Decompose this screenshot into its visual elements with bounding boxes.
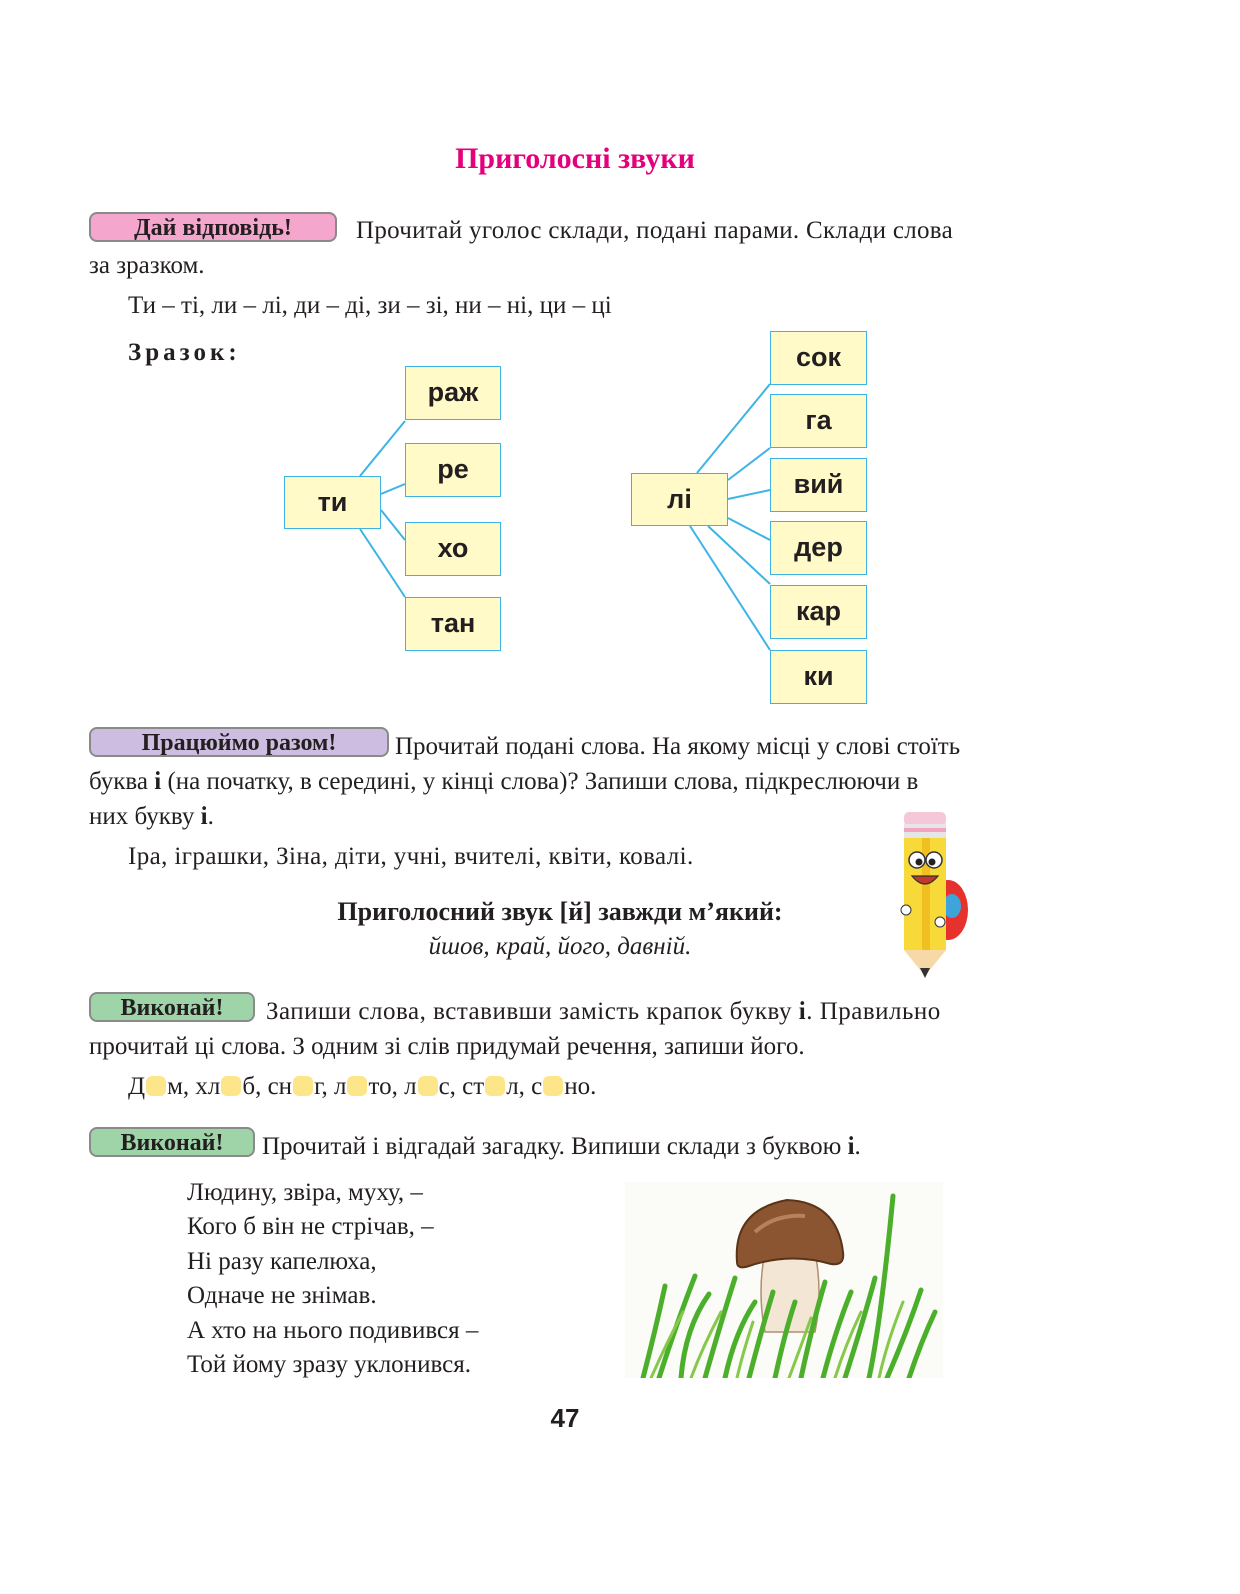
riddle-line: Одначе не знімав. [187, 1282, 377, 1309]
task2-text-line1: Прочитай подані слова. На якому місці у слові стоїть [395, 733, 961, 760]
mushroom-in-grass-icon [625, 1182, 943, 1378]
rule-examples: йшов, край, його, давній. [428, 933, 692, 960]
badge-answer: Дай відповідь! [89, 212, 337, 242]
syllable-box: раж [405, 366, 501, 420]
syllable-box: ки [770, 650, 867, 704]
letter-i: і [200, 803, 208, 830]
syllable-box: тан [405, 597, 501, 651]
badge-do-it: Виконай! [89, 1127, 255, 1157]
connector-ti-kho [381, 510, 405, 540]
task3-text-line2: прочитай ці слова. З одним зі слів придумай речення, запиши його. [89, 1033, 805, 1060]
letter-i: і [847, 1133, 855, 1160]
blank-gap [418, 1076, 438, 1096]
blank-gap [293, 1076, 313, 1096]
letter-i: і [154, 768, 162, 795]
task2-words: Іра, іграшки, Зіна, діти, учні, вчителі, квіти, ковалі. [128, 843, 694, 870]
page-title: Приголосні звуки [455, 142, 695, 175]
syllable-box: кар [770, 585, 867, 639]
riddle-line: Людину, звіра, муху, – [187, 1179, 423, 1206]
syllable-box: га [770, 394, 867, 448]
badge-do-it: Виконай! [89, 992, 255, 1022]
syllable-box: хо [405, 522, 501, 576]
root-box-li: лі [631, 473, 728, 526]
blank-gap [221, 1076, 241, 1096]
riddle-line: Ні разу капелюха, [187, 1248, 377, 1275]
task1-text-line1: Прочитай уголос склади, подані парами. Склади слова [356, 217, 953, 244]
riddle-line: Кого б він не стрічав, – [187, 1213, 434, 1240]
pencil-mascot-icon [892, 810, 972, 982]
task4-text: Прочитай і відгадай загадку. Випиши склади з буквою і. [262, 1133, 861, 1160]
connector-ti-re [381, 484, 405, 494]
connector-li-vyi [728, 490, 770, 499]
page-number: 47 [550, 1403, 580, 1433]
task2-text-line2: буква і (на початку, в середині, у кінці слова)? Запиши слова, підкреслюючи в [89, 768, 919, 795]
syllable-box: ре [405, 443, 501, 497]
task3-fill-words: Д м, хл б, сн г, л то, л с, ст л, с но. [128, 1073, 597, 1100]
sample-label: Зразок: [128, 339, 241, 366]
blank-gap [485, 1076, 505, 1096]
root-box-ty: ти [284, 476, 381, 529]
task2-text-line3: них букву і. [89, 803, 214, 830]
syllable-box: дер [770, 521, 867, 575]
syllable-pairs: Ти – ті, ли – лі, ди – ді, зи – зі, ни – ні, ци – ці [128, 292, 612, 319]
syllable-box: вий [770, 458, 867, 512]
connector-ti-razh [360, 421, 405, 476]
connector-li-ky [690, 526, 770, 650]
badge-work-together: Працюймо разом! [89, 727, 389, 757]
riddle-line: Той йому зразу уклонився. [187, 1351, 471, 1378]
connector-li-sok [697, 384, 770, 473]
blank-gap [543, 1076, 563, 1096]
connector-li-ga [728, 448, 770, 480]
blank-gap [347, 1076, 367, 1096]
riddle-line: А хто на нього подивився – [187, 1317, 479, 1344]
blank-gap [146, 1076, 166, 1096]
task3-text-line1: Запиши слова, вставивши замість крапок букву і. Правильно [266, 998, 941, 1025]
syllable-box: сок [770, 331, 867, 385]
connector-ti-tan [360, 529, 405, 597]
letter-i: і [798, 998, 807, 1025]
rule-heading: Приголосний звук [й] завжди м’який: [337, 897, 783, 926]
task1-text-line2: за зразком. [89, 252, 205, 279]
connector-li-der [728, 518, 770, 540]
